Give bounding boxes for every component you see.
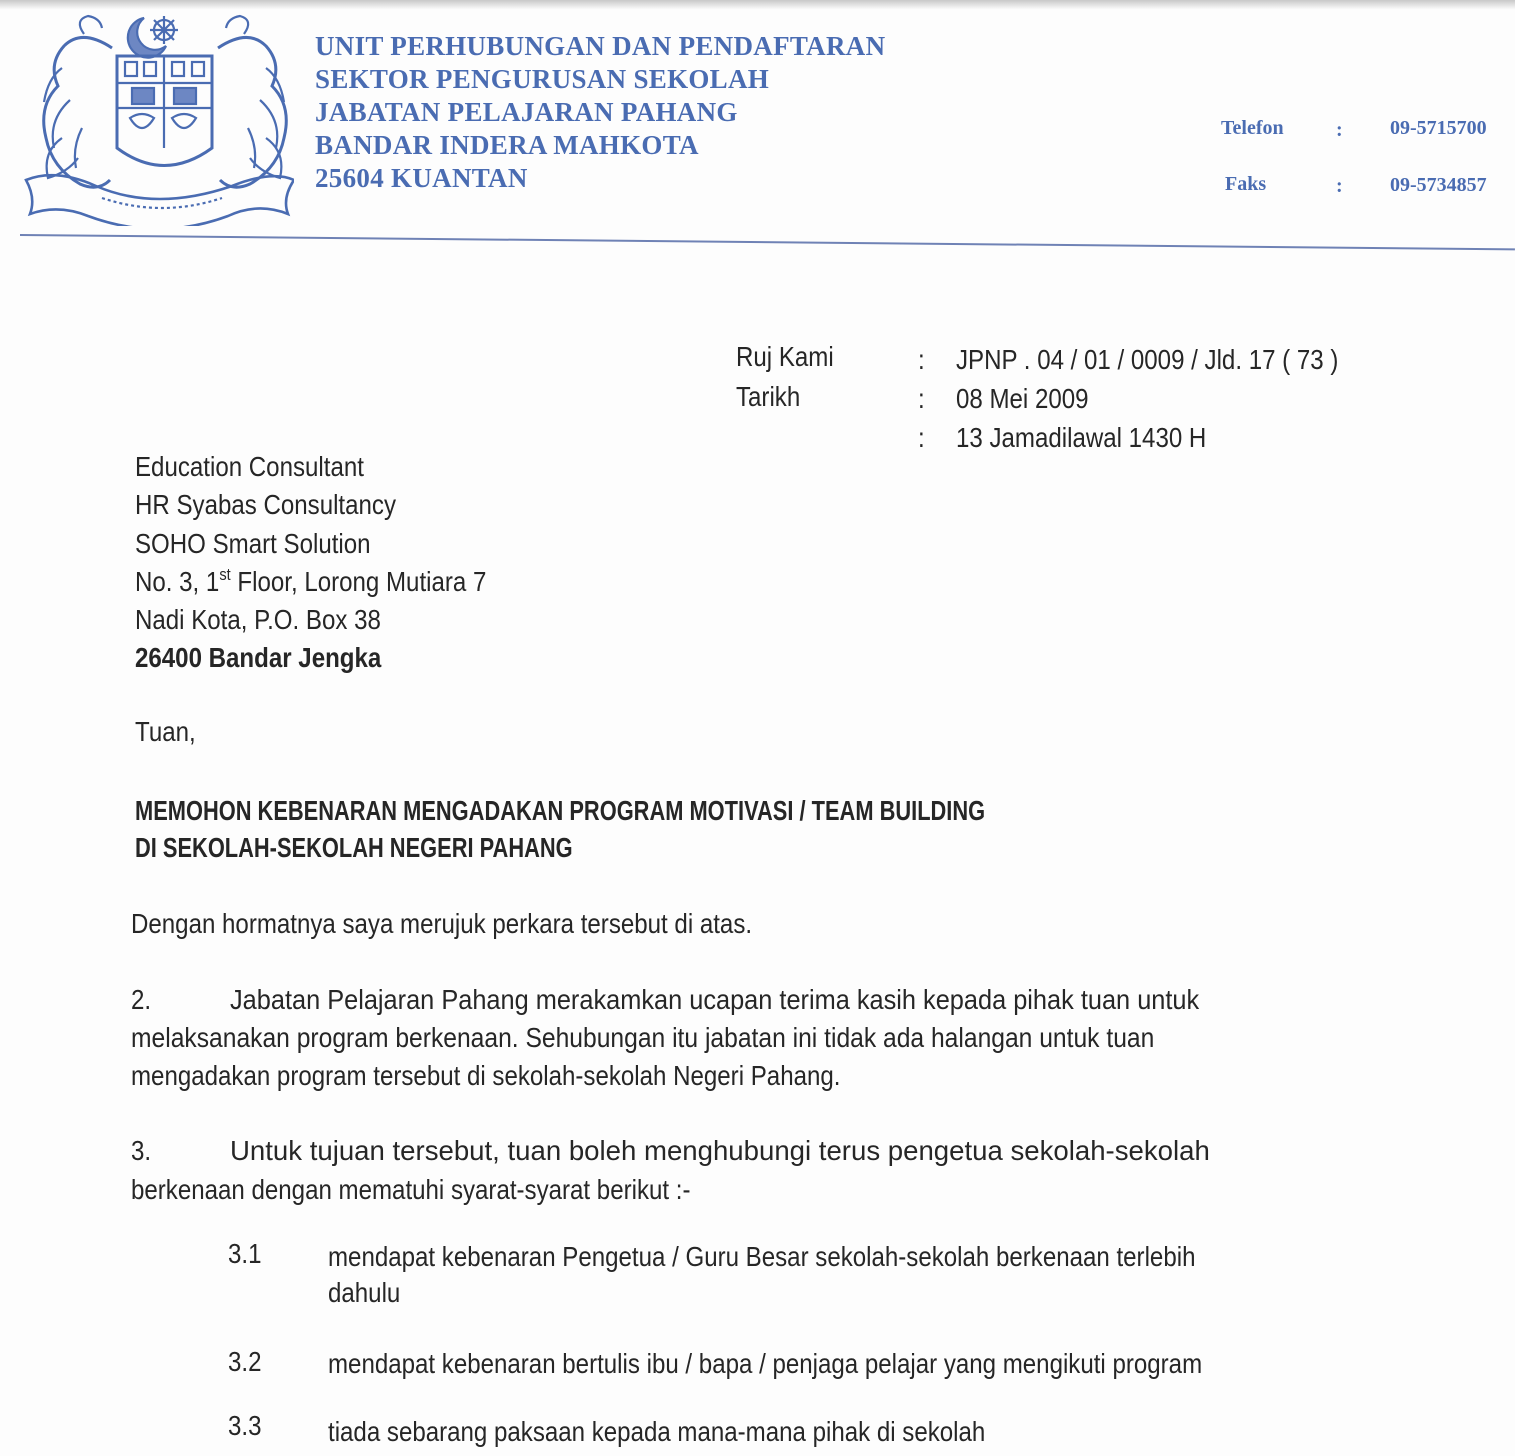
ordinal-suffix: st (219, 565, 231, 584)
para2-number: 2. (131, 984, 152, 1015)
opening-sentence: Dengan hormatnya saya merujuk perkara tersebut di atas. (131, 908, 753, 939)
letterhead-line: 25604 KUANTAN (315, 163, 528, 193)
recipient-company: HR Syabas Consultancy (135, 489, 396, 520)
para3-line-2: berkenaan dengan mematuhi syarat-syarat berikut :- (131, 1174, 691, 1205)
tarikh-separator: : (918, 383, 925, 414)
para2-line-3: mengadakan program tersebut di sekolah-sekolah Negeri Pahang. (131, 1060, 841, 1091)
para2-line-2: melaksanakan program berkenaan. Sehubungan itu jabatan ini tidak ada halangan untuk tuan (131, 1022, 1155, 1053)
recipient-pobox: Nadi Kota, P.O. Box 38 (135, 604, 381, 635)
ruj-kami-value: JPNP . 04 / 01 / 0009 / Jld. 17 ( 73 ) (956, 344, 1339, 375)
letterhead-line: UNIT PERHUBUNGAN DAN PENDAFTARAN (315, 31, 886, 61)
street-number: No. 3, 1 (135, 566, 220, 597)
letterhead-divider (20, 234, 1515, 250)
condition-number: 3.3 (228, 1410, 262, 1441)
para3-number: 3. (131, 1135, 152, 1166)
letterhead-line: SEKTOR PENGURUSAN SEKOLAH (315, 64, 770, 94)
letterhead-address (315, 30, 885, 195)
ruj-kami-label: Ruj Kami (736, 341, 834, 372)
condition-text: mendapat kebenaran bertulis ibu / bapa / penjaga pelajar yang mengikuti program (328, 1348, 1203, 1379)
para3-line-1: Untuk tujuan tersebut, tuan boleh menghubungi terus pengetua sekolah-sekolah (230, 1135, 1210, 1166)
hijri-separator: : (918, 422, 925, 453)
salutation: Tuan, (135, 716, 196, 747)
tarikh-value: 08 Mei 2009 (956, 383, 1089, 414)
condition-number: 3.1 (228, 1238, 262, 1269)
para2-line-1: Jabatan Pelajaran Pahang merakamkan ucapan terima kasih kepada pihak tuan untuk (230, 984, 1200, 1015)
coat-of-arms-icon (22, 8, 294, 226)
subject-line-2: DI SEKOLAH-SEKOLAH NEGERI PAHANG (135, 832, 573, 863)
recipient-title: Education Consultant (135, 451, 364, 482)
hijri-date: 13 Jamadilawal 1430 H (956, 422, 1207, 453)
street-name: Floor, Lorong Mutiara 7 (230, 566, 487, 597)
telefon-separator: : (1336, 119, 1343, 141)
tarikh-label: Tarikh (736, 381, 801, 412)
ruj-separator: : (918, 344, 925, 375)
telefon-label: Telefon (1221, 117, 1284, 139)
recipient-postcode-city: 26400 Bandar Jengka (135, 642, 382, 673)
subject-line-1: MEMOHON KEBENARAN MENGADAKAN PROGRAM MOTIVASI / TEAM BUILDING (135, 795, 986, 826)
letterhead-line: JABATAN PELAJARAN PAHANG (315, 97, 738, 127)
faks-separator: : (1336, 175, 1343, 197)
recipient-street (135, 565, 487, 597)
condition-text: tiada sebarang paksaan kepada mana-mana pihak di sekolah (328, 1416, 986, 1447)
condition-text: mendapat kebenaran Pengetua / Guru Besar sekolah-sekolah berkenaan terlebih (328, 1241, 1196, 1272)
faks-number: 09-5734857 (1390, 174, 1487, 196)
condition-number: 3.2 (228, 1346, 262, 1377)
recipient-building: SOHO Smart Solution (135, 528, 371, 559)
letterhead-line: BANDAR INDERA MAHKOTA (315, 130, 699, 160)
telefon-number: 09-5715700 (1390, 117, 1487, 139)
condition-text-cont: dahulu (328, 1277, 401, 1308)
faks-label: Faks (1225, 173, 1267, 195)
